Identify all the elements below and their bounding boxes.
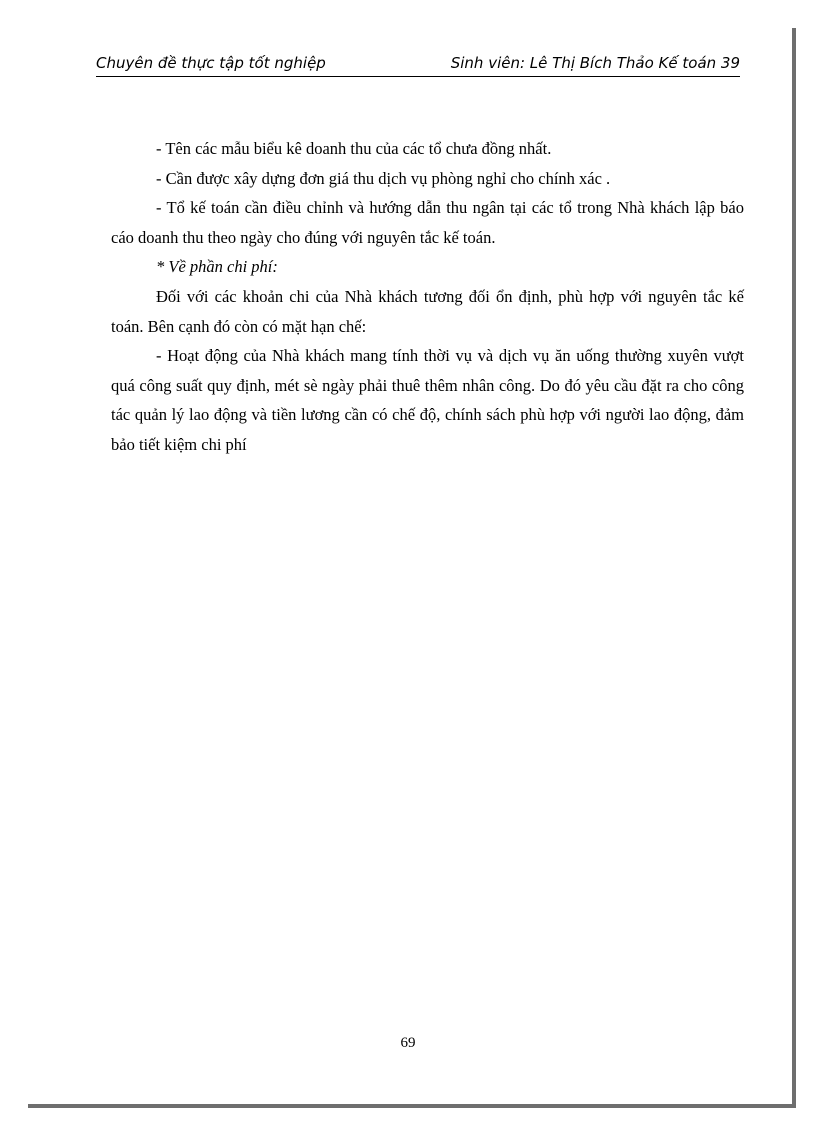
header-document-title: Chuyên đề thực tập tốt nghiệp xyxy=(96,54,326,72)
header-divider xyxy=(96,76,740,77)
paragraph-revenue-forms: - Tên các mẫu biểu kê doanh thu của các tổ chưa đồng nhất. xyxy=(156,139,552,158)
page-shadow-bottom xyxy=(28,1104,796,1108)
page-header xyxy=(96,54,740,76)
paragraph-room-pricing: - Cần được xây dựng đơn giá thu dịch vụ phòng nghỉ cho chính xác . xyxy=(156,168,611,188)
page-shadow-right xyxy=(792,28,796,1108)
paragraph-accounting-guidance: - Tổ kế toán cần điều chỉnh và hướng dẫn thu ngân tại các tổ trong Nhà khách lập báo cáo doanh thu theo ngày cho đúng với nguyên tắc kế toán. xyxy=(111,198,744,247)
paragraph-labor-costs: - Hoạt động của Nhà khách mang tính thời vụ và dịch vụ ăn uống thường xuyên vượt quá công suất quy định, mét sè ngày phải thuê thêm nhân công. Do đó yêu cầu đặt ra cho công tác quản lý lao động và tiền lương cần có chế độ, chính sách phù hợp với người lao động, đảm bảo tiết kiệm chi phí xyxy=(111,346,744,454)
document-body xyxy=(111,134,744,460)
paragraph-cost-overview: Đối với các khoản chi của Nhà khách tương đối ổn định, phù hợp với nguyên tắc kế toán. Bên cạnh đó còn có mặt hạn chế: xyxy=(111,286,744,336)
page-number: 69 xyxy=(400,1035,416,1051)
header-student-info: Sinh viên: Lê Thị Bích Thảo Kế toán 39 xyxy=(450,54,740,72)
section-heading-costs: * Về phần chi phí: xyxy=(156,257,278,277)
